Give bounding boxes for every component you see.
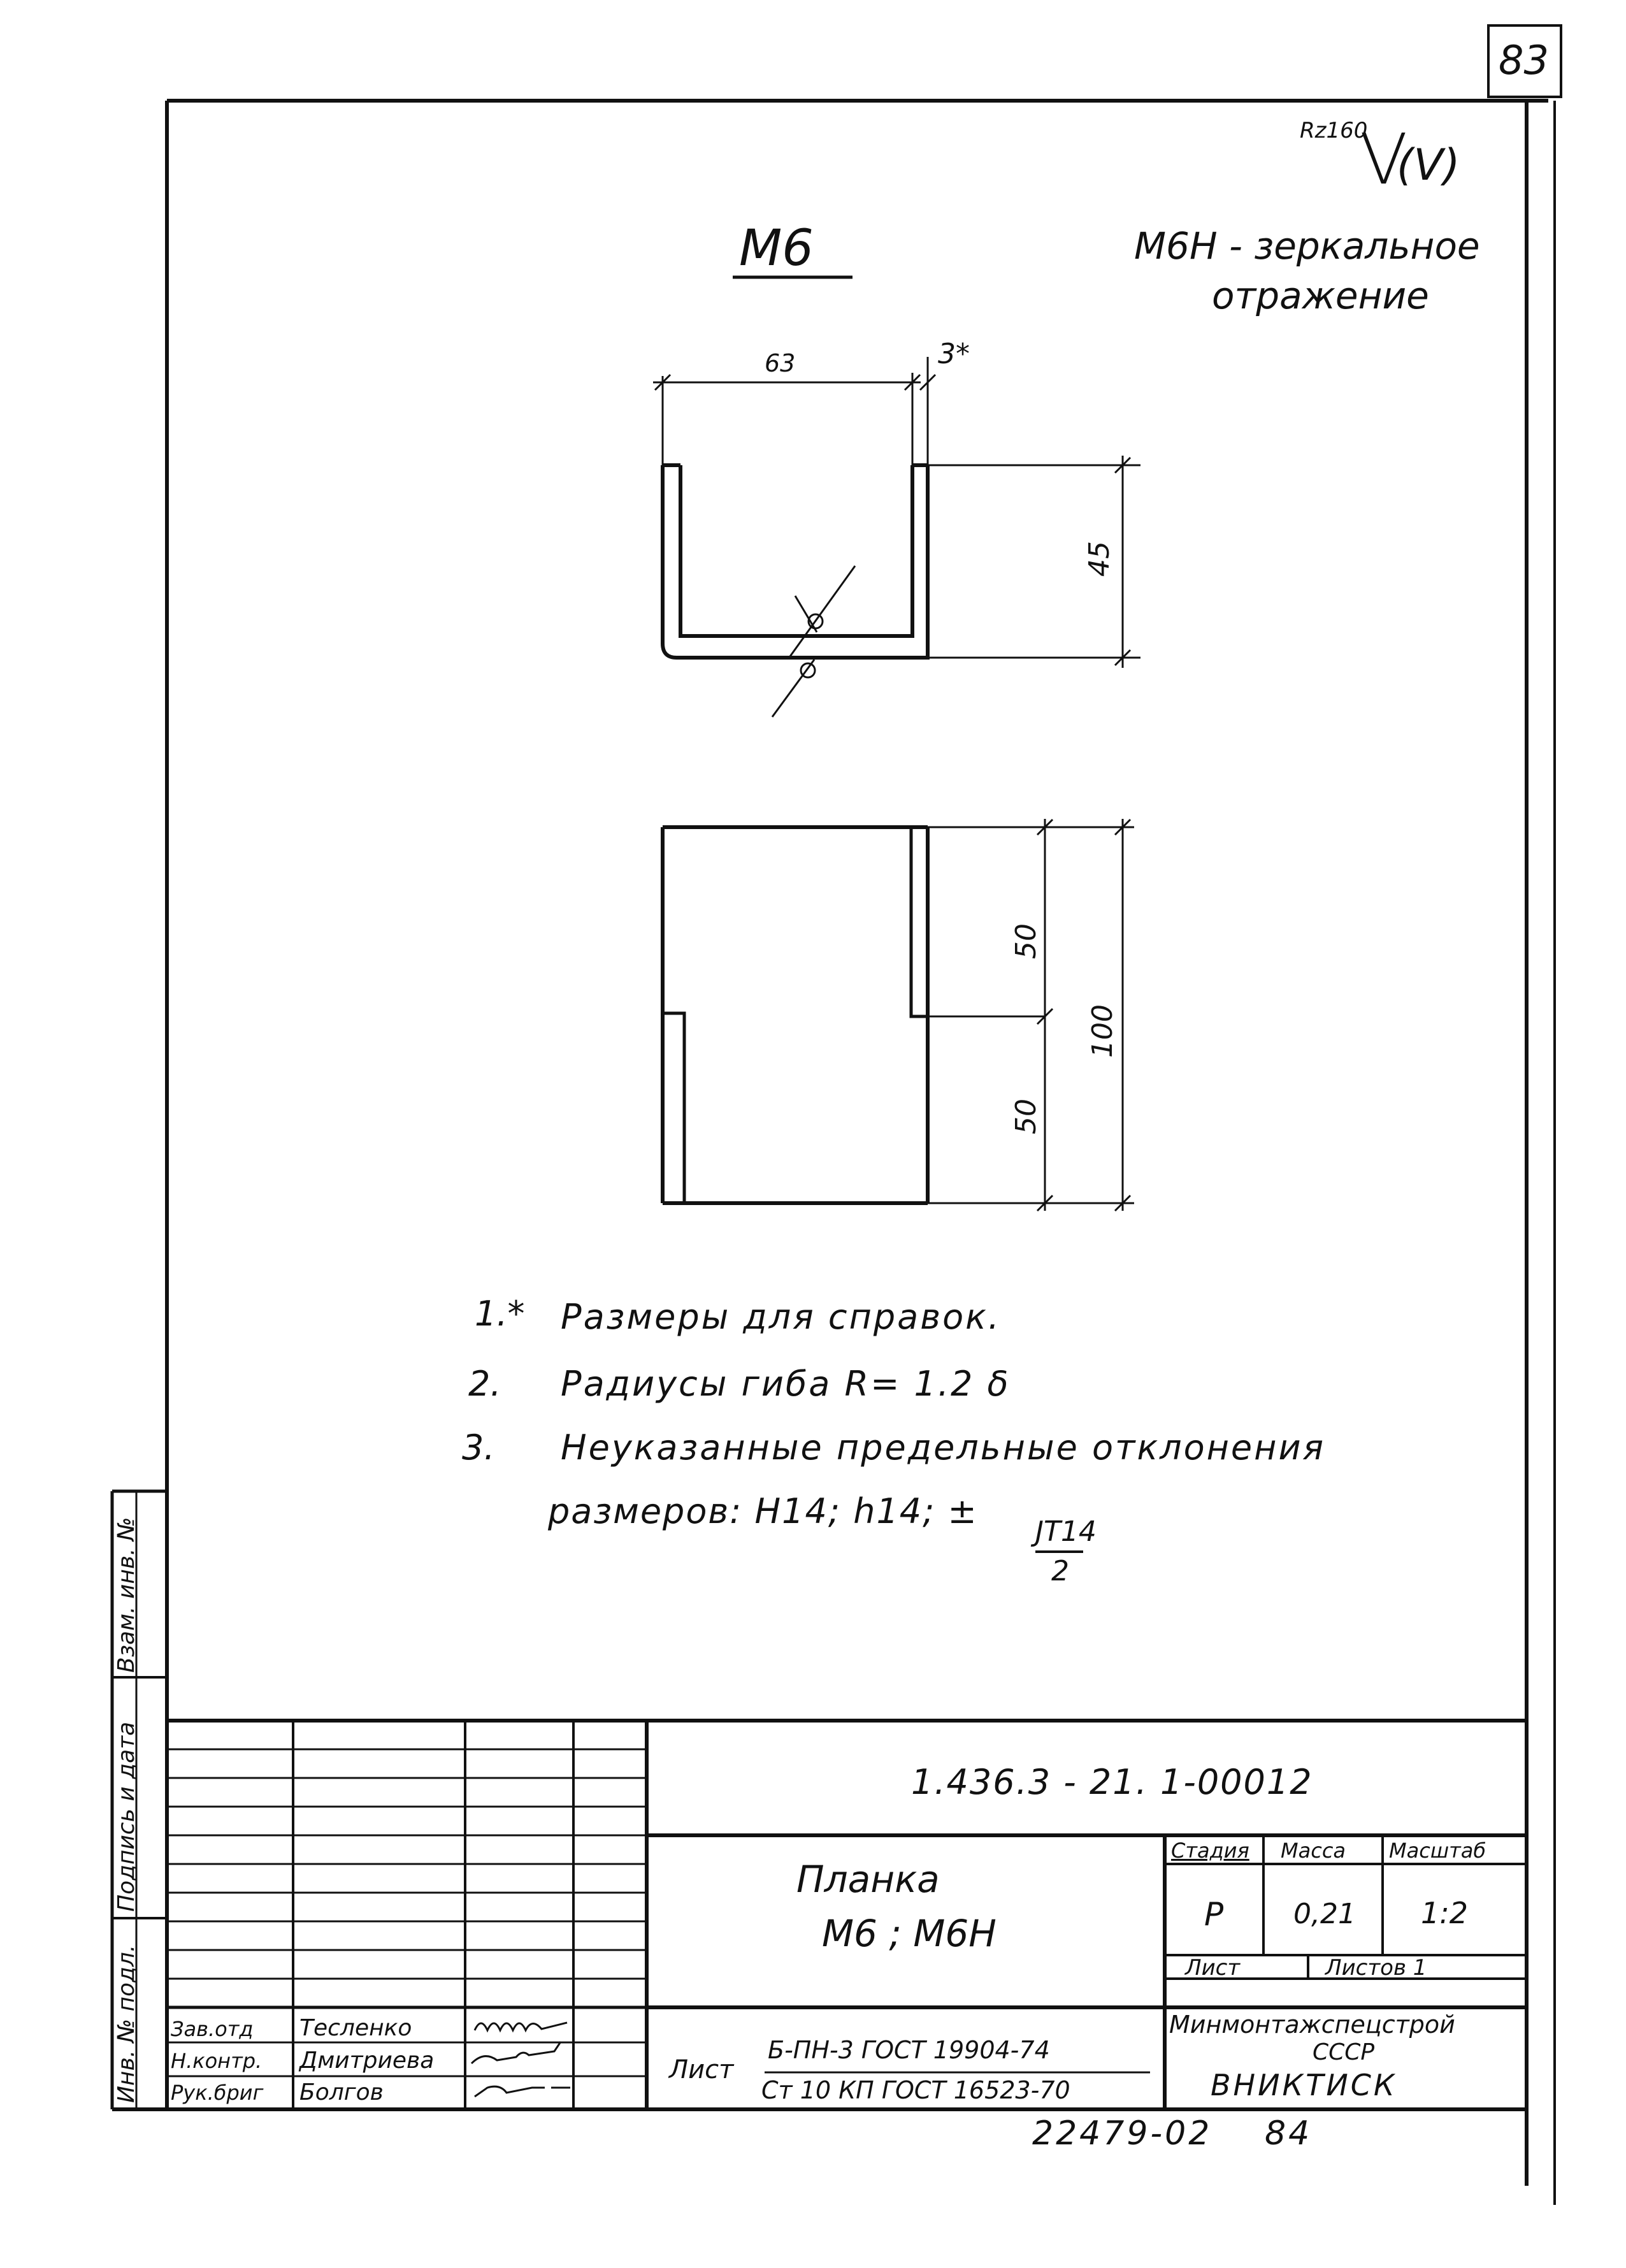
header-mass: Масса [1281, 1838, 1346, 1863]
org-line3: ВНИКТИСК [1211, 2068, 1397, 2102]
mirror-note-line2: отражение [1212, 274, 1429, 317]
header-stage: Стадия [1171, 1838, 1249, 1863]
side-stamp-replace: Взам. инв. № [113, 1517, 140, 1673]
signature-2 [471, 2042, 561, 2063]
note-3-num: 3. [462, 1427, 495, 1468]
name-2: Дмитриева [299, 2048, 435, 2074]
signature-3 [475, 2086, 570, 2097]
material-line1: Б-ПН-3 ГОСТ 19904-74 [768, 2036, 1050, 2064]
note-4-frac-bottom: 2 [1051, 1555, 1069, 1587]
note-2-num: 2. [468, 1364, 501, 1404]
note-2-text: Радиусы гиба R= 1.2 δ [561, 1364, 1011, 1404]
drawing-designation: 1.436.3 - 21. 1-00012 [911, 1762, 1313, 1802]
value-stage: Р [1204, 1896, 1224, 1933]
mirror-note-line1: М6Н - зеркальное [1134, 224, 1480, 268]
name-3: Болгов [299, 2079, 384, 2105]
note-3-text: Неуказанные предельные отклонения [561, 1427, 1326, 1468]
roughness-symbol: V [1360, 119, 1408, 200]
role-2: Н.контр. [171, 2049, 263, 2073]
org-line2: СССР [1313, 2039, 1375, 2065]
note-4-frac-top: JT14 [1035, 1515, 1097, 1548]
dim-thickness-ref: 3* [938, 338, 970, 370]
dim-width-text: 63 [765, 349, 796, 377]
value-scale: 1:2 [1421, 1896, 1469, 1930]
name-1: Тесленко [299, 2015, 412, 2041]
note-1-text: Размеры для справок. [561, 1297, 1001, 1337]
note-4-text: размеров: Н14; h14; ± [548, 1491, 978, 1531]
role-3: Рук.бриг [171, 2081, 264, 2105]
org-line1: Минмонтажспецстрой [1169, 2011, 1455, 2039]
dim-lower-half-text: 50 [1010, 1099, 1042, 1134]
roughness-paren: (V) [1397, 140, 1460, 191]
side-stamp-signature: Подпись и дата [113, 1721, 140, 1912]
u-profile-inner [680, 465, 912, 636]
signature-1 [475, 2023, 567, 2030]
side-stamp-inv: Инв. № подл. [113, 1944, 140, 2103]
dim-height-text: 45 [1083, 541, 1116, 577]
u-profile-outer [663, 465, 928, 658]
note-1-num: 1.* [475, 1294, 525, 1334]
header-scale: Масштаб [1389, 1838, 1486, 1863]
role-1: Зав.отд [171, 2017, 254, 2041]
footer-code: 22479-02 [1032, 2114, 1212, 2153]
roughness-rz: Rz160 [1300, 118, 1368, 143]
part-title-line2: М6 ; М6Н [822, 1912, 996, 1955]
part-title-line1: Планка [796, 1858, 940, 1901]
material-line2: Ст 10 КП ГОСТ 16523-70 [761, 2076, 1070, 2104]
sheet-label: Лист [1185, 1955, 1241, 1981]
dim-total-text: 100 [1086, 1004, 1119, 1058]
footer-page: 84 [1265, 2114, 1313, 2153]
part-name: М6 [739, 220, 814, 277]
page-number: 83 [1499, 37, 1549, 83]
radius-leader-lower [772, 660, 814, 717]
value-mass: 0,21 [1293, 1898, 1356, 1930]
material-label: Лист [669, 2055, 734, 2084]
radius-leader-upper [790, 566, 855, 656]
dim-upper-half-text: 50 [1010, 923, 1042, 959]
sheets-label: Листов 1 [1325, 1955, 1427, 1981]
